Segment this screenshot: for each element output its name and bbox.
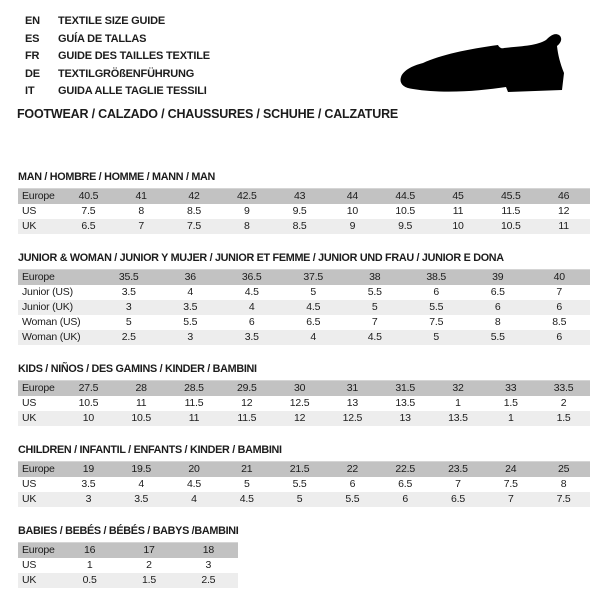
language-row bbox=[25, 48, 210, 66]
size-cell: 4.5 bbox=[367, 331, 382, 343]
size-cell: 45.5 bbox=[500, 190, 521, 202]
size-cell: 5 bbox=[310, 286, 317, 298]
size-cell: 41 bbox=[135, 190, 147, 202]
table-row bbox=[18, 558, 238, 573]
size-cell: 43 bbox=[293, 190, 306, 202]
size-cell: 5 bbox=[296, 493, 303, 505]
size-cell: 31.5 bbox=[395, 382, 415, 394]
size-cell: 6.5 bbox=[306, 316, 321, 328]
size-cell: 21 bbox=[241, 463, 253, 475]
size-cell: 13.5 bbox=[395, 397, 415, 409]
size-cell: 2.5 bbox=[121, 331, 136, 343]
section-title: CHILDREN / INFANTIL / ENFANTS / KINDER / BAMBINI bbox=[18, 444, 282, 456]
language-code: DE bbox=[25, 67, 40, 80]
size-cell: 6.5 bbox=[81, 220, 96, 232]
row-label: Europe bbox=[22, 463, 55, 475]
size-cell: 39 bbox=[492, 271, 504, 283]
size-cell: 44.5 bbox=[395, 190, 415, 202]
category-line: FOOTWEAR / CALZADO / CHAUSSURES / SCHUHE / CALZATURE bbox=[17, 107, 399, 121]
size-cell: 2.5 bbox=[201, 574, 216, 586]
size-cell: 23.5 bbox=[448, 463, 468, 475]
row-label: Europe bbox=[22, 544, 55, 556]
size-cell: 28 bbox=[135, 382, 147, 394]
size-cell: 13 bbox=[399, 412, 411, 424]
row-label: US bbox=[22, 559, 37, 571]
size-cell: 0.5 bbox=[82, 574, 97, 586]
size-cell: 5.5 bbox=[429, 301, 444, 313]
size-cell: 2 bbox=[560, 397, 567, 409]
size-guide-section bbox=[0, 525, 600, 588]
size-cell: 35.5 bbox=[118, 271, 139, 283]
size-cell: 17 bbox=[143, 544, 155, 556]
size-cell: 4.5 bbox=[306, 301, 321, 313]
table-row bbox=[18, 492, 590, 507]
size-cell: 12 bbox=[241, 397, 253, 409]
row-label: UK bbox=[22, 412, 37, 424]
size-cell: 1 bbox=[455, 397, 461, 409]
language-row bbox=[25, 13, 210, 31]
section-title: JUNIOR & WOMAN / JUNIOR Y MUJER / JUNIOR ET FEMME / JUNIOR UND FRAU / JUNIOR E DONA bbox=[18, 252, 504, 264]
dress-shoe-icon bbox=[398, 33, 568, 95]
size-cell: 11.5 bbox=[501, 205, 521, 217]
size-cell: 1 bbox=[507, 412, 514, 424]
size-cell: 6 bbox=[556, 331, 563, 343]
table-row bbox=[18, 219, 590, 234]
language-code: IT bbox=[25, 85, 35, 97]
size-cell: 4.5 bbox=[244, 286, 259, 298]
table-row bbox=[18, 189, 590, 205]
size-cell: 6 bbox=[433, 286, 440, 298]
size-cell: 10.5 bbox=[78, 397, 99, 409]
size-cell: 5 bbox=[371, 301, 378, 313]
size-cell: 3.5 bbox=[121, 286, 136, 298]
table-row bbox=[18, 396, 590, 411]
size-cell: 33.5 bbox=[553, 382, 574, 394]
row-label: Woman (US) bbox=[22, 316, 81, 328]
language-label: GUÍA DE TALLAS bbox=[58, 32, 147, 45]
size-sections bbox=[0, 171, 600, 588]
size-cell: 9.5 bbox=[398, 220, 413, 232]
size-cell: 36 bbox=[184, 271, 196, 283]
size-cell: 3.5 bbox=[134, 493, 149, 505]
size-cell: 4 bbox=[310, 331, 317, 343]
table-row bbox=[18, 204, 590, 219]
size-cell: 10.5 bbox=[131, 412, 152, 424]
shoe-silhouette-path bbox=[401, 34, 565, 92]
size-cell: 10 bbox=[346, 205, 359, 217]
language-code: FR bbox=[25, 50, 40, 62]
size-cell: 13.5 bbox=[448, 412, 468, 424]
row-label: Junior (US) bbox=[22, 286, 73, 298]
size-table bbox=[18, 188, 590, 234]
language-code: EN bbox=[25, 15, 40, 27]
size-cell: 36.5 bbox=[241, 271, 262, 283]
size-cell: 44 bbox=[346, 190, 359, 202]
size-cell: 19 bbox=[82, 463, 95, 475]
table-row bbox=[18, 315, 590, 330]
size-cell: 22 bbox=[346, 463, 359, 475]
size-cell: 12.5 bbox=[342, 412, 363, 424]
row-label: US bbox=[22, 397, 37, 409]
size-cell: 46 bbox=[557, 190, 570, 202]
size-cell: 38 bbox=[369, 271, 381, 283]
size-table bbox=[18, 269, 590, 345]
size-cell: 3.5 bbox=[81, 478, 96, 490]
language-row bbox=[25, 31, 210, 49]
table-row bbox=[18, 411, 590, 426]
language-label: TEXTILGRÖßENFÜHRUNG bbox=[58, 67, 195, 80]
size-cell: 7.5 bbox=[429, 316, 444, 328]
size-cell: 11 bbox=[452, 205, 464, 217]
size-cell: 10.5 bbox=[395, 205, 415, 217]
row-label: US bbox=[22, 205, 37, 217]
size-cell: 29.5 bbox=[236, 382, 257, 394]
size-cell: 4 bbox=[191, 493, 197, 505]
size-cell: 4.5 bbox=[186, 478, 201, 490]
size-cell: 5.5 bbox=[367, 286, 382, 298]
row-label: Junior (UK) bbox=[22, 301, 73, 313]
size-cell: 6 bbox=[349, 478, 356, 490]
language-list bbox=[25, 13, 210, 101]
language-row bbox=[25, 83, 210, 101]
size-cell: 6 bbox=[494, 301, 501, 313]
size-cell: 1.5 bbox=[556, 412, 571, 424]
size-cell: 5.5 bbox=[345, 493, 360, 505]
size-cell: 5 bbox=[125, 316, 132, 328]
size-cell: 7 bbox=[138, 220, 145, 232]
size-cell: 7 bbox=[371, 316, 378, 328]
section-title: KIDS / NIÑOS / DES GAMINS / KINDER / BAMBINI bbox=[18, 363, 257, 375]
table-row bbox=[18, 330, 590, 345]
language-label: TEXTILE SIZE GUIDE bbox=[58, 15, 166, 27]
size-cell: 3.5 bbox=[183, 301, 198, 313]
size-cell: 28.5 bbox=[184, 382, 204, 394]
size-guide-section bbox=[0, 363, 600, 426]
size-cell: 12 bbox=[557, 205, 570, 217]
size-cell: 20 bbox=[188, 463, 200, 475]
size-cell: 40.5 bbox=[78, 190, 99, 202]
table-row bbox=[18, 462, 590, 478]
size-cell: 42.5 bbox=[236, 190, 257, 202]
size-cell: 4 bbox=[138, 478, 145, 490]
size-cell: 8.5 bbox=[552, 316, 567, 328]
size-cell: 6.5 bbox=[398, 478, 413, 490]
size-cell: 5.5 bbox=[490, 331, 505, 343]
size-cell: 22.5 bbox=[395, 463, 415, 475]
size-cell: 10 bbox=[452, 220, 464, 232]
size-cell: 8 bbox=[138, 205, 145, 217]
size-cell: 12 bbox=[293, 412, 306, 424]
size-cell: 18 bbox=[202, 544, 214, 556]
table-row bbox=[18, 381, 590, 397]
size-cell: 6 bbox=[248, 316, 255, 328]
size-cell: 27.5 bbox=[78, 382, 99, 394]
size-cell: 31 bbox=[346, 382, 359, 394]
size-cell: 8.5 bbox=[186, 205, 201, 217]
row-label: Europe bbox=[22, 271, 55, 283]
size-cell: 3 bbox=[205, 559, 212, 571]
size-cell: 11.5 bbox=[184, 397, 204, 409]
table-row bbox=[18, 573, 238, 588]
language-code: ES bbox=[25, 32, 40, 45]
size-cell: 42 bbox=[188, 190, 200, 202]
size-cell: 38.5 bbox=[426, 271, 447, 283]
size-cell: 6.5 bbox=[450, 493, 465, 505]
size-cell: 3.5 bbox=[244, 331, 259, 343]
size-cell: 9 bbox=[349, 220, 356, 232]
size-cell: 7 bbox=[556, 286, 563, 298]
row-label: US bbox=[22, 478, 37, 490]
size-cell: 3 bbox=[125, 301, 132, 313]
size-cell: 8.5 bbox=[292, 220, 307, 232]
size-cell: 11 bbox=[135, 397, 147, 409]
size-cell: 24 bbox=[505, 463, 517, 475]
size-cell: 7.5 bbox=[556, 493, 571, 505]
size-cell: 6 bbox=[402, 493, 408, 505]
size-cell: 7 bbox=[507, 493, 514, 505]
table-row bbox=[18, 300, 590, 315]
size-guide-section bbox=[0, 444, 600, 507]
size-table bbox=[18, 380, 590, 426]
size-cell: 13 bbox=[346, 397, 359, 409]
size-cell: 4 bbox=[187, 286, 194, 298]
size-cell: 1.5 bbox=[503, 397, 518, 409]
table-row bbox=[18, 270, 590, 286]
language-label: GUIDE DES TAILLES TEXTILE bbox=[58, 50, 210, 62]
size-cell: 8 bbox=[243, 220, 250, 232]
size-cell: 30 bbox=[293, 382, 306, 394]
size-cell: 3 bbox=[187, 331, 194, 343]
language-row bbox=[25, 66, 210, 84]
size-cell: 8 bbox=[560, 478, 567, 490]
size-cell: 12.5 bbox=[289, 397, 310, 409]
table-row bbox=[18, 477, 590, 492]
size-cell: 4.5 bbox=[239, 493, 254, 505]
size-cell: 16 bbox=[84, 544, 96, 556]
section-title: MAN / HOMBRE / HOMME / MANN / MAN bbox=[18, 171, 216, 183]
size-cell: 5 bbox=[433, 331, 440, 343]
section-title: BABIES / BEBÉS / BÉBÉS / BABYS /BAMBINI bbox=[18, 525, 239, 537]
size-cell: 5.5 bbox=[292, 478, 307, 490]
table-row bbox=[18, 543, 238, 559]
size-guide-section bbox=[0, 252, 600, 345]
size-cell: 10.5 bbox=[500, 220, 521, 232]
size-cell: 45 bbox=[452, 190, 464, 202]
size-cell: 6 bbox=[556, 301, 563, 313]
size-cell: 7 bbox=[455, 478, 461, 490]
size-cell: 2 bbox=[146, 559, 152, 571]
size-cell: 9.5 bbox=[292, 205, 307, 217]
size-cell: 10 bbox=[82, 412, 95, 424]
size-cell: 6.5 bbox=[490, 286, 505, 298]
size-table bbox=[18, 461, 590, 507]
size-cell: 40 bbox=[553, 271, 565, 283]
row-label: UK bbox=[22, 493, 37, 505]
size-cell: 21.5 bbox=[289, 463, 310, 475]
size-cell: 25 bbox=[557, 463, 570, 475]
size-cell: 7.5 bbox=[186, 220, 201, 232]
size-cell: 7.5 bbox=[81, 205, 96, 217]
size-cell: 11 bbox=[188, 412, 200, 424]
size-cell: 5 bbox=[243, 478, 250, 490]
table-row bbox=[18, 285, 590, 300]
size-cell: 33 bbox=[505, 382, 517, 394]
size-cell: 3 bbox=[85, 493, 92, 505]
size-guide-section bbox=[0, 171, 600, 234]
row-label: Europe bbox=[22, 382, 55, 394]
size-cell: 37.5 bbox=[303, 271, 324, 283]
size-cell: 4 bbox=[248, 301, 255, 313]
row-label: Woman (UK) bbox=[22, 331, 81, 343]
size-cell: 7.5 bbox=[503, 478, 518, 490]
size-cell: 1.5 bbox=[141, 574, 156, 586]
size-cell: 11.5 bbox=[237, 412, 257, 424]
size-cell: 5.5 bbox=[183, 316, 198, 328]
size-cell: 19.5 bbox=[131, 463, 152, 475]
size-cell: 1 bbox=[86, 559, 93, 571]
row-label: Europe bbox=[22, 190, 55, 202]
size-cell: 11 bbox=[558, 220, 569, 232]
size-cell: 9 bbox=[243, 205, 250, 217]
size-table bbox=[18, 542, 238, 588]
row-label: UK bbox=[22, 220, 37, 232]
row-label: UK bbox=[22, 574, 37, 586]
language-label: GUIDA ALLE TAGLIE TESSILI bbox=[58, 85, 207, 97]
size-cell: 8 bbox=[494, 316, 501, 328]
size-cell: 32 bbox=[452, 382, 464, 394]
